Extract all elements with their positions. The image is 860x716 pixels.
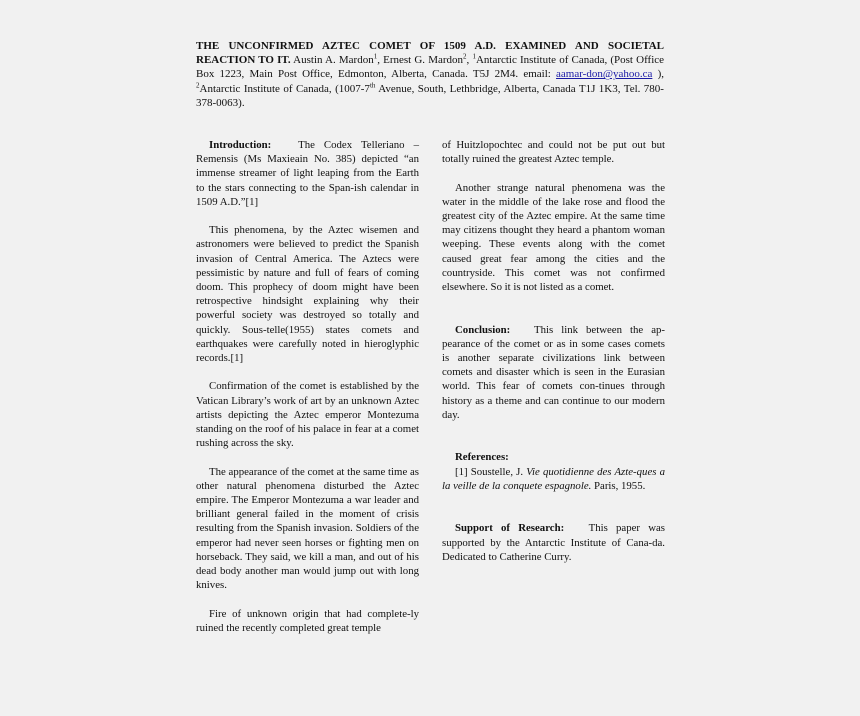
author-2: Ernest G. Mardon [383, 54, 464, 67]
paragraph-5: Fire of unknown origin that had complete-ly ruined the recently completed great temple [196, 607, 419, 634]
continued-paragraph: of Huitzlopochtec and could not be put out but totally ruined the greatest Aztec temple. [442, 139, 665, 166]
paragraph-4: The appearance of the comet at the same time as other natural phenomena disturbed the Aztec empire. The Emperor Montezuma a war leader and brilliant general failed in the moment of crisis resulting from the Spanish invasion. Soldiers of the emperor had never seen horses or fighting men on horseback. They said, we kill a man, and out of his dead body another man would jump out with long knives. [196, 465, 419, 592]
affiliation-2a: Antarctic Institute of Canada, (1007-7 [199, 82, 370, 95]
paper-header: THE UNCONFIRMED AZTEC COMET OF 1509 A.D. EXAMINED AND SOCIETAL REACTION TO IT. Austin A. Mardon$^1$, Ernest G. Mardon$^2$, $^1$Antarctic Institute of Canada, (Post Office Box 1223, Main Post Office, Edmonton, Alberta, Canada. T5J 2M4. email: aamar-don@yahoo.ca ), $^2$Antarctic Institute of Canada, (1007-7th Avenue, South, Lethbridge, Alberta, Canada T1J 1K3, Tel. 780-378-0063). [196, 40, 665, 109]
intro-text: The Codex Telleriano – Remensis (Ms Maxieain No. 385) depicted “an immense streamer of light leaping from the Earth to the stars connecting to the Span-ish calendar in 1509 A.D.”[1] [196, 139, 419, 208]
author-2-affil: 2 [463, 52, 467, 61]
affiliation-1: Antarctic Institute of Canada, (Post Office Box 1223, Main Post Office, Edmonton, Alberta, Canada. T5J 2M4. email: [196, 54, 665, 81]
support-paragraph [442, 521, 665, 564]
reference-1 [442, 465, 665, 493]
intro-heading: Introduction: [209, 139, 272, 151]
conclusion-paragraph [442, 323, 665, 422]
email-link[interactable]: aamar-don@yahoo.ca [556, 68, 653, 81]
author-1-affil: 1 [373, 52, 378, 61]
reference-1-author: [1] Soustelle, J. [455, 465, 524, 478]
conclusion-heading: Conclusion: [455, 323, 511, 336]
right-column [442, 138, 665, 564]
author-1: Austin A. Mardon [293, 54, 374, 67]
left-column [196, 138, 419, 635]
affil-2-marker: 2 [196, 80, 200, 89]
reference-1-pub: Paris, 1955. [594, 479, 646, 492]
paragraph-2: This phenomena, by the Aztec wisemen and astronomers were believed to predict the Spanish invasion of Central America. The Aztecs were pessimistic by nature and full of fears of coming doom. This prophecy of doom might have been retrospective hindsight explaining why their powerful society was destroyed so totally and quickly. Sous-telle(1955) states comets and earthquakes were carefully noted in hieroglyphic records.[1] [196, 224, 419, 365]
phenomena-paragraph: Another strange natural phenomena was the water in the middle of the lake rose and flood the greatest city of the Aztec empire. At the same time may citizens thought they heard a phantom woman weeping. These events along with the comet caused great fear among the cities and the countryside. This comet was not confirmed elsewhere. So it is not listed as a comet. [442, 181, 665, 294]
intro-paragraph [196, 138, 419, 209]
affil-1-marker: 1 [472, 52, 476, 61]
references-heading-line [442, 450, 665, 464]
support-heading: Support of Research: [455, 522, 565, 535]
support-text: This paper was supported by the Antarctic Institute of Cana-da. Dedicated to Catherine Curry. [442, 522, 665, 563]
affiliation-2b: Avenue, South, Lethbridge, Alberta, Canada T1J 1K3, Tel. 780-378-0063). [196, 82, 664, 109]
paragraph-3: Confirmation of the comet is established by the Vatican Library’s work of art by an unknown Aztec artists depicting the Aztec emperor Montezuma standing on the roof of his palace in fear at a comet rushing across the sky. [196, 380, 419, 450]
ordinal-suffix: th [369, 80, 376, 89]
paper-title: THE UNCONFIRMED AZTEC COMET OF 1509 A.D. EXAMINED AND SOCIETAL REACTION TO IT. [196, 40, 664, 67]
references-heading: References: [455, 451, 509, 464]
reference-1-title: Vie quotidienne des Azte-ques a la veille de la conquete espagnole. [442, 465, 665, 492]
conclusion-text: This link between the ap-pearance of the comet or as in some cases comets is another separate civilizations link between comets and disaster which is seen in the Eurasian world. This fear of comets con-tinues through history as a theme and can continue to our modern day. [442, 323, 665, 421]
